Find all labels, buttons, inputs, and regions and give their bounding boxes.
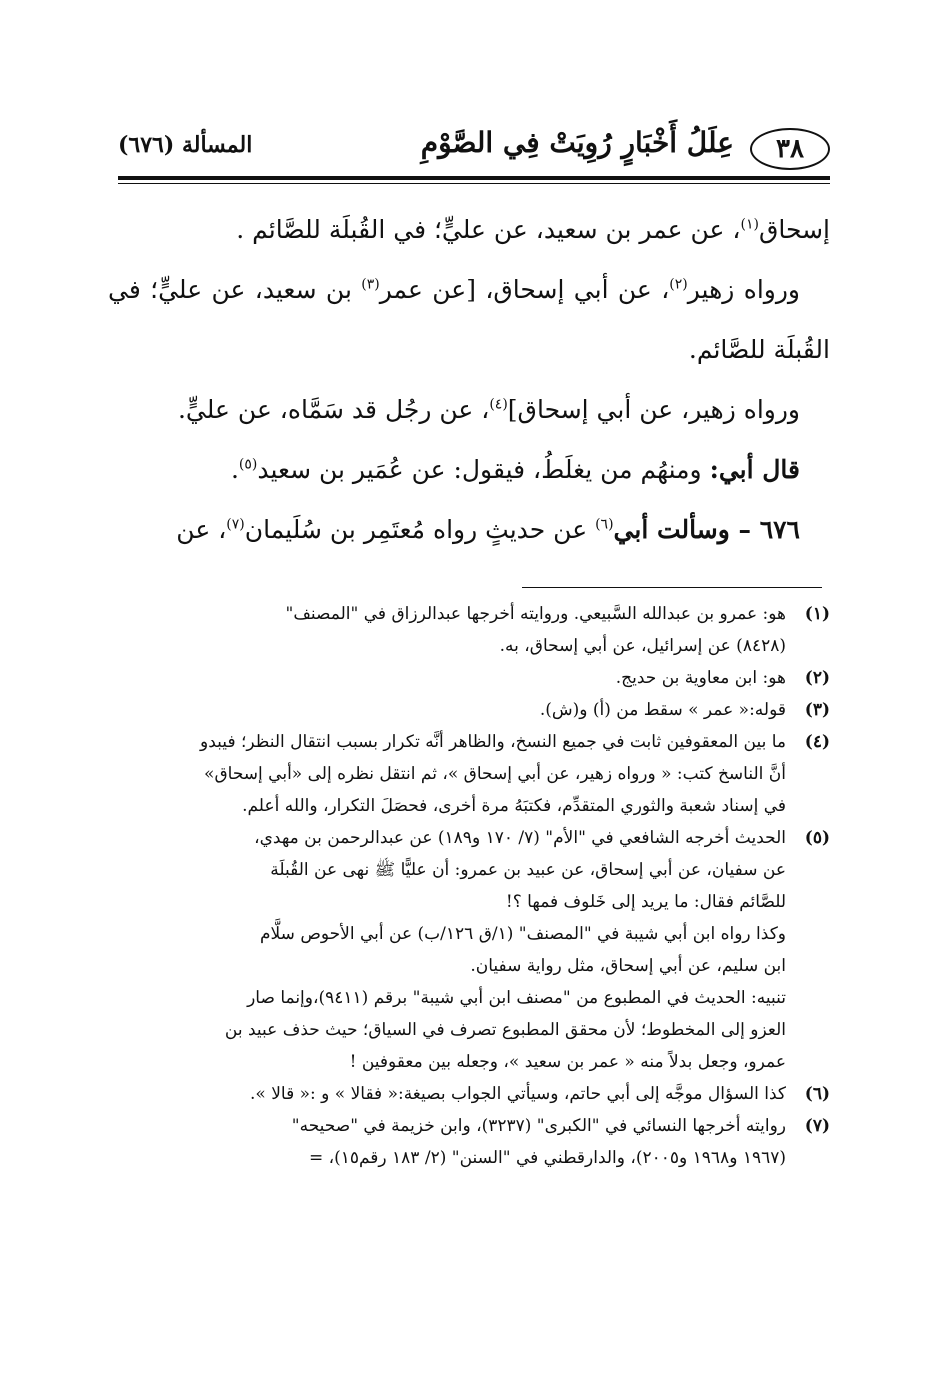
main-paragraph-1: [108, 200, 830, 260]
main-paragraph-4: [108, 440, 830, 500]
page-number: ٣٨: [750, 128, 830, 170]
footnote-ref[interactable]: (٤): [489, 396, 508, 413]
footnote-number: (٥): [804, 828, 830, 848]
main-paragraph-3: [108, 380, 830, 440]
footnote-ref[interactable]: (٣): [361, 276, 380, 293]
text-run: .: [230, 455, 239, 484]
footnote-line: العزو إلى المخطوط؛ لأن محقق المطبوع تصرف في السياق؛ حيث حذف عبيد بن: [224, 1020, 786, 1040]
footnote-3: [108, 694, 830, 726]
text-run: ، عن عمر بن سعيد، عن عليٍّ؛ في القُبلَة للصَّائم .: [236, 215, 741, 244]
text-run: بن سعيد، عن عليٍّ؛ في القُبلَة للصَّائم.: [108, 275, 830, 364]
footnote-line: وكذا رواه ابن أبي شيبة في "المصنف" (١/ق ١٢٦/ب) عن أبي الأحوص سلَّام: [260, 924, 786, 944]
text-run: عن حديثٍ رواه مُعتَمِر بن سُلَيمان: [244, 515, 596, 544]
footnote-5: [108, 822, 830, 1078]
text-run: ، عن أبي إسحاق، [عن عمر: [379, 275, 670, 304]
footnote-line: هو: ابن معاوية بن حديج.: [615, 668, 786, 688]
main-paragraph-2: [108, 260, 830, 380]
page-header: [118, 118, 830, 174]
footnote-line: (١٩٦٧ و١٩٦٨ و٢٠٠٥)، والدارقطني في "السنن" (٢/ ١٨٣ رقم١٥)، =: [308, 1148, 786, 1168]
footnote-line: الحديث أخرجه الشافعي في "الأم" (٧/ ١٧٠ و١٨٩) عن عبدالرحمن بن مهدي،: [254, 828, 786, 848]
footnote-line: أنَّ الناسخ كتب: « ورواه زهير، عن أبي إسحاق »، ثم انتقل نظره إلى «أبي إسحاق»: [204, 764, 786, 784]
text-run: ، عن رجُل قد سَمَّاه، عن عليٍّ.: [177, 395, 490, 424]
footnote-1: [108, 598, 830, 662]
footnote-number: (١): [804, 604, 830, 624]
footnote-ref[interactable]: (٥): [238, 456, 258, 473]
footnote-ref[interactable]: (٧): [226, 516, 245, 533]
book-title: عِلَلُ أَخْبَارٍ رُوِيَتْ فِي الصَّوْمِ: [420, 126, 734, 159]
text-run: إسحاق: [758, 215, 830, 244]
footnote-line: هو: عمرو بن عبدالله السَّبيعي. وروايته أخرجها عبدالرزاق في "المصنف": [285, 604, 786, 624]
header-rule-thin: [118, 183, 830, 184]
text-run: ومنهُم من يغلَطُ، فيقول: عن عُمَير بن سعيد: [257, 455, 710, 484]
footnote-ref[interactable]: (١): [740, 216, 759, 233]
text-run: ، عن: [176, 515, 227, 544]
footnote-6: [108, 1078, 830, 1110]
footnote-number: (٢): [804, 668, 830, 688]
footnote-line: قوله:« عمر » سقط من (أ) و(ش).: [539, 700, 786, 720]
footnote-line: تنبيه: الحديث في المطبوع من "مصنف ابن أبي شيبة" برقم (٩٤١١)،وإنما صار: [247, 988, 786, 1008]
issue-label: المسألة (٦٧٦): [118, 132, 253, 158]
footnote-line: ما بين المعقوفين ثابت في جميع النسخ، والظاهر أنَّه تكرار بسبب انتقال النظر؛ فيبدو: [200, 732, 786, 752]
speaker-lead: قال أبي:: [709, 455, 800, 484]
footnote-line: في إسناد شعبة والثوري المتقدِّم، فكتبَهُ مرة أخرى، فحصَلَ التكرار، والله أعلم.: [242, 796, 786, 816]
footnote-line: ابن سليم، عن أبي إسحاق، مثل رواية سفيان.: [470, 956, 786, 976]
main-text: [108, 200, 830, 560]
footnote-number: (٧): [804, 1116, 830, 1136]
footnotes: [108, 598, 830, 1174]
header-rule-thick: [118, 176, 830, 180]
issue-lead: ٦٧٦ – وسألت أبي: [613, 515, 800, 544]
footnote-number: (٤): [804, 732, 830, 752]
main-paragraph-5: [108, 500, 830, 560]
footnote-line: عن سفيان، عن أبي إسحاق، عن عبيد بن عمرو: أن عليًّا ﷺ نهى عن القُبلَة: [270, 860, 786, 880]
footnote-line: عمرو، وجعل بدلاً منه « عمر بن سعيد »، وجعله بين معقوفين !: [349, 1052, 786, 1072]
footnote-line: كذا السؤال موجَّه إلى أبي حاتم، وسيأتي الجواب بصيغة:« فقالا » و :« قالا ».: [250, 1084, 786, 1104]
footnote-separator: [522, 587, 822, 588]
text-run: ورواه زهير: [687, 275, 800, 304]
footnote-4: [108, 726, 830, 822]
text-run: ورواه زهير، عن أبي إسحاق]: [507, 395, 800, 424]
footnote-ref[interactable]: (٢): [669, 276, 688, 293]
footnote-ref[interactable]: (٦): [595, 516, 614, 533]
footnote-7: [108, 1110, 830, 1174]
footnote-number: (٦): [804, 1084, 830, 1104]
footnote-line: للصَّائم فقال: ما يريد إلى خَلوف فمها ؟!: [505, 892, 786, 912]
footnote-2: [108, 662, 830, 694]
footnote-line: روايته أخرجها النسائي في "الكبرى" (٣٢٣٧)، وابن خزيمة في "صحيحه": [291, 1116, 786, 1136]
footnote-number: (٣): [804, 700, 830, 720]
footnote-line: (٨٤٢٨) عن إسرائيل، عن أبي إسحاق، به.: [499, 636, 786, 656]
